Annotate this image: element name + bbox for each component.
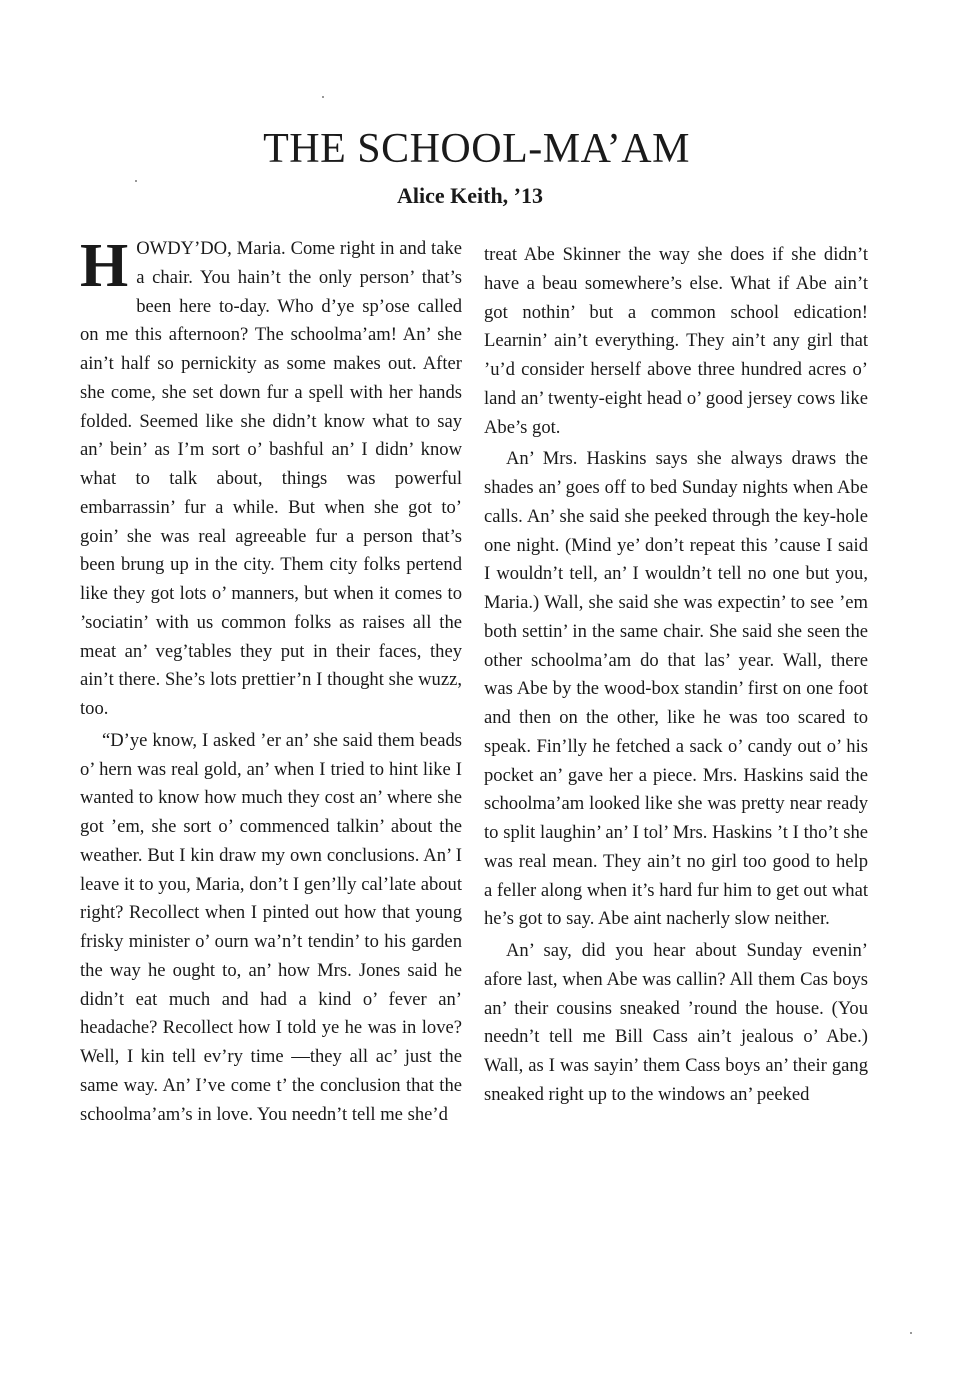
paragraph: [80, 232, 462, 724]
right-column: [484, 241, 868, 1113]
paragraph: An’ Mrs. Haskins says she always draws the shades an’ goes off to bed Sunday nights when Abe calls. An’ she said she peeked through the key-hole one night. (Mind ye’ don’t repeat this ’cause I said I wouldn’t tell, an’ I wouldn’t tell no one but you, Maria.) Wall, she said she was expectin’ to see ’em both settin’ in the same chair. She said she seen the other schoolma’am do that las’ year. Wall, there was Abe by the wood-box standin’ first on one foot and then on the other, like he was too scared to speak. Fin’lly he fetched a sack o’ candy out o’ his pocket an’ gave her a piece. Mrs. Haskins said the schoolma’am looked like she was pretty near ready to split laughin’ an’ I tol’ Mrs. Haskins ’t I tho’t she was real mean. They ain’t no girl too good to help a feller along when it’s hard fur him to get out what he’s got to say. Abe aint nacherly slow neither.: [484, 448, 868, 930]
paragraph: “D’ye know, I asked ’er an’ she said them beads o’ hern was real gold, an’ when I tried to hint like I wanted to know how much they cost an’ where she got ’em, she sort o’ commenced talkin’ about the weather. But I kin draw my own conclusions. An’ I leave it to you, Maria, don’t I gen’lly cal’late about right? Recollect when I pinted out how that young frisky minister o’ ourn wa’n’t tendin’ to his garden the way he ought to, an’ how Mrs. Jones said he didn’t eat much and had a kind o’ fever an’ headache? Recollect how I told ye he was in love? Well, I kin tell ev’ry time —they all ac’ just the same way. An’ I’ve come t’ the conclusion that the schoolma’am’s in love. You needn’t tell me she’d: [80, 729, 462, 1125]
page-speck: [135, 180, 137, 182]
page-speck: [322, 96, 324, 98]
page-speck: [910, 1332, 912, 1334]
paragraph: treat Abe Skinner the way she does if she didn’t have a beau somewhere’s else. What if Abe ain’t got nothin’ but a common school edication! Learnin’ ain’t everything. They ain’t any girl that ’u’d consider herself above three hundred acres o’ land an’ twenty-eight head o’ good jersey cows like Abe’s got.: [484, 244, 868, 438]
paragraph: An’ say, did you hear about Sunday evenin’ afore last, when Abe was callin? All them Cas boys an’ their cousins sneaked ’round the house. (You needn’t tell me Bill Cass ain’t jealous o’ Abe.) Wall, as I was sayin’ them Cass boys an’ their gang sneaked right up to the windows an’ peeked: [484, 940, 868, 1105]
article-author: Alice Keith, ’13: [396, 183, 544, 208]
left-column: [80, 232, 462, 1132]
article-title: THE SCHOOL-MA’AM: [263, 126, 690, 172]
drop-cap: H: [80, 232, 129, 300]
paragraph-text: OWDY’DO, Maria. Come right in and take a chair. You hain’t the only person’ that’s been here to-day. Who d’ye sp’ose called on me this afternoon? The schoolma’am! An’ she ain’t half so pernickity as some makes out. After she come, she set down fur a spell with her hands folded. Seemed like she didn’t know what to say an’ bein’ as I’m sort o’ bashful an’ I didn’ know what to talk about, things was powerful embarrassin’ fur a while. But when she got to’ goin’ she was real agreeable fur a person that’s been brung up in the city. Them city folks pertend like they got lots o’ manners, but when it comes to ’sociatin’ with us common folks as raises all the meat an’ veg’tables they put in their faces, they ain’t there. She’s lots prettier’n I thought she wuzz, too.: [80, 238, 462, 719]
